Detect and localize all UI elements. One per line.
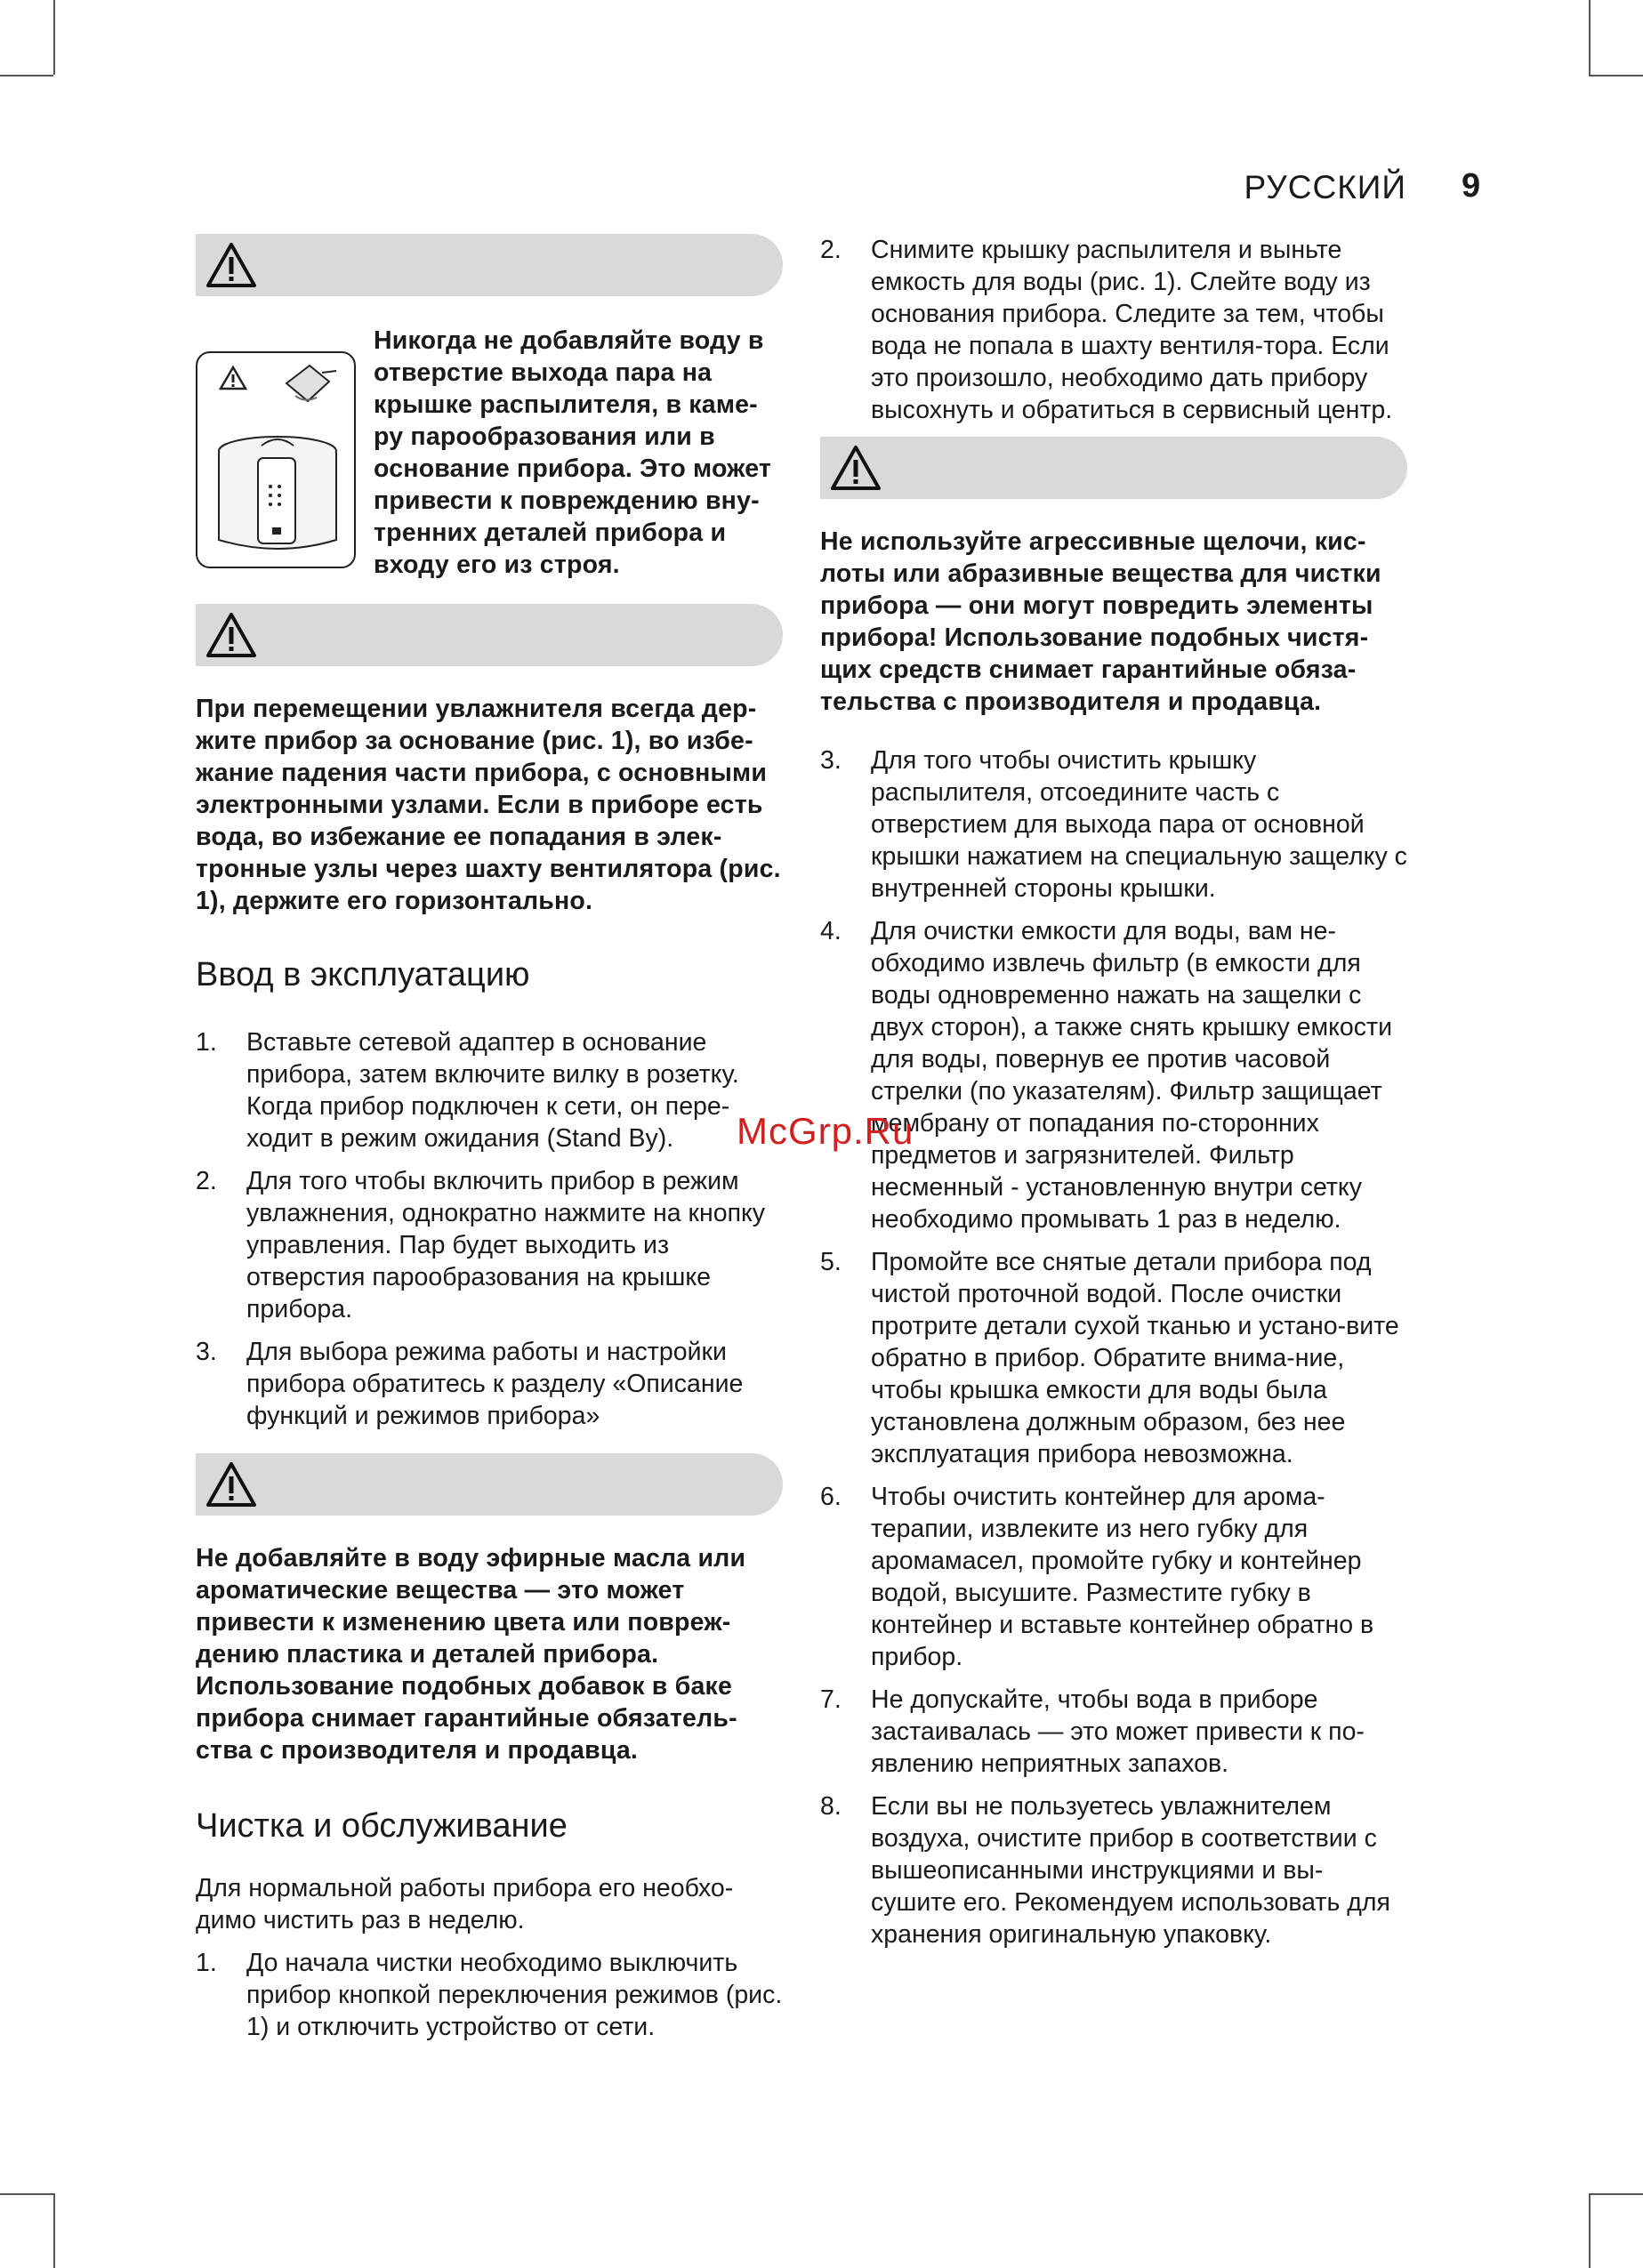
list-item: 8. Если вы не пользуетесь увлажнителем воздуха, очистите прибор в соответствии с вышеописанными инструкциями и вы-сушите его. Рекомендуем использовать для хранения оригинальную упаковку. [820,1792,1390,1949]
warning-banner [196,604,783,666]
section-title-operation: Ввод в эксплуатацию [196,956,530,993]
list-item: 1. Вставьте сетевой адаптер в основание прибора, затем включите вилку в розетку. Когда прибор подключен к сети, он пере-ходит в режим ожидания (Stand By). [196,1028,739,1153]
list-item: 3. Для того чтобы очистить крышку распылителя, отсоедините часть с отверстием для выхода пара от основной крышки нажатием на специальную защелку с внутренней стороны крышки. [820,746,1407,903]
warning-triangle-icon [205,241,258,289]
warning-banner [820,437,1407,499]
section-title-cleaning: Чистка и обслуживание [196,1807,568,1845]
crop-mark [1589,0,1591,75]
warning-text-chemicals: Не используйте агрессивные щелочи, кис-лоты или абразивные вещества для чистки прибора — они могут повредить элементы прибора! Использование подобных чистя-щих средств снимает гарантийные обяза-тельства с производителя и продавца. [820,527,1381,716]
list-item: 2. Снимите крышку распылителя и выньте емкость для воды (рис. 1). Слейте воду из основания прибора. Следите за тем, чтобы вода не попала в шахту вентиля-тора. Если это произошло, необходимо дать прибору высохнуть и обратиться в сервисный центр. [820,236,1393,424]
humidifier-illustration [196,351,356,568]
cleaning-steps-list-continued [820,234,1407,426]
operation-steps-list [196,1026,783,1432]
crop-mark [1589,2193,1591,2268]
warning-text-water: Никогда не добавляйте воду в отверстие выхода пара на крышке распылителя, в каме-ру парообразования или в основание прибора. Это может привести к повреждению вну-тренних деталей прибора и входу его из строя. [374,326,772,579]
crop-mark [53,2193,55,2268]
list-item: 3. Для выбора режима работы и настройки прибора обратитесь к разделу «Описание функций и режимов прибора» [196,1338,744,1430]
watermark: McGrp.Ru [737,1110,914,1152]
left-column [196,234,783,2054]
crop-mark [1589,75,1643,76]
warning-figure-block [196,325,783,581]
header-language: РУССКИЙ [1244,169,1406,205]
right-column [820,234,1407,1961]
crop-mark [1589,2193,1643,2195]
list-item: 5. Промойте все снятые детали прибора под чистой проточной водой. После очистки протрите детали сухой тканью и устано-вите обратно в прибор. Обратите внима-ние, чтобы крышка емкости для воды была установлена должным образом, без нее эксплуатация прибора невозможна. [820,1248,1399,1468]
cleaning-steps-list-rest [820,744,1407,1950]
list-item: 7. Не допускайте, чтобы вода в приборе застаивалась — это может привести к по-явлению неприятных запахов. [820,1685,1365,1778]
crop-mark [53,0,55,75]
cleaning-steps-list [196,1947,783,2043]
humidifier-drawing-icon [197,353,354,567]
warning-text-oils: Не добавляйте в воду эфирные масла или ароматические вещества — это может привести к изменению цвета или повреж-дению пластика и деталей прибора. Использование подобных добавок в баке прибора снимает гарантийные обязатель-ства с производителя и продавца. [196,1544,746,1765]
list-item: 1. До начала чистки необходимо выключить прибор кнопкой переключения режимов (рис. 1) и отключить устройство от сети. [196,1949,783,2041]
crop-mark [0,75,53,76]
warning-banner [196,234,783,296]
list-item: 4. Для очистки емкости для воды, вам не-обходимо извлечь фильтр (в емкости для воды одновременно нажать на защелки с двух сторон), а также снять крышку емкости для воды, повернув ее против часовой стрелки (по указателям). Фильтр защищает мембрану от попадания по-сторонних предметов и загрязнителей. Фильтр несменный - установленную внутри сетку необходимо промывать 1 раз в неделю. [820,917,1392,1234]
warning-triangle-icon [205,611,258,659]
warning-banner [196,1453,783,1516]
list-item: 6. Чтобы очистить контейнер для арома-терапии, извлеките из него губку для аромамасел, промойте губку и контейнер водой, высушите. Разместите губку в контейнер и вставьте контейнер обратно в прибор. [820,1483,1374,1671]
crop-mark [0,2193,53,2195]
warning-text-moving: При перемещении увлажнителя всегда дер-жите прибор за основание (рис. 1), во избе-жание падения части прибора, с основными электронными узлами. Если в приборе есть вода, во избежание ее попадания в элек-тронные узлы через шахту вентилятора (рис. 1), держите его горизонтально. [196,695,781,915]
warning-triangle-icon [829,444,882,492]
page-number: 9 [1462,167,1481,205]
cleaning-intro: Для нормальной работы прибора его необхо-димо чистить раз в неделю. [196,1874,734,1934]
warning-triangle-icon [205,1460,258,1508]
list-item: 2. Для того чтобы включить прибор в режим увлажнения, однократно нажмите на кнопку управления. Пар будет выходить из отверстия парообразования на крышке прибора. [196,1167,766,1323]
